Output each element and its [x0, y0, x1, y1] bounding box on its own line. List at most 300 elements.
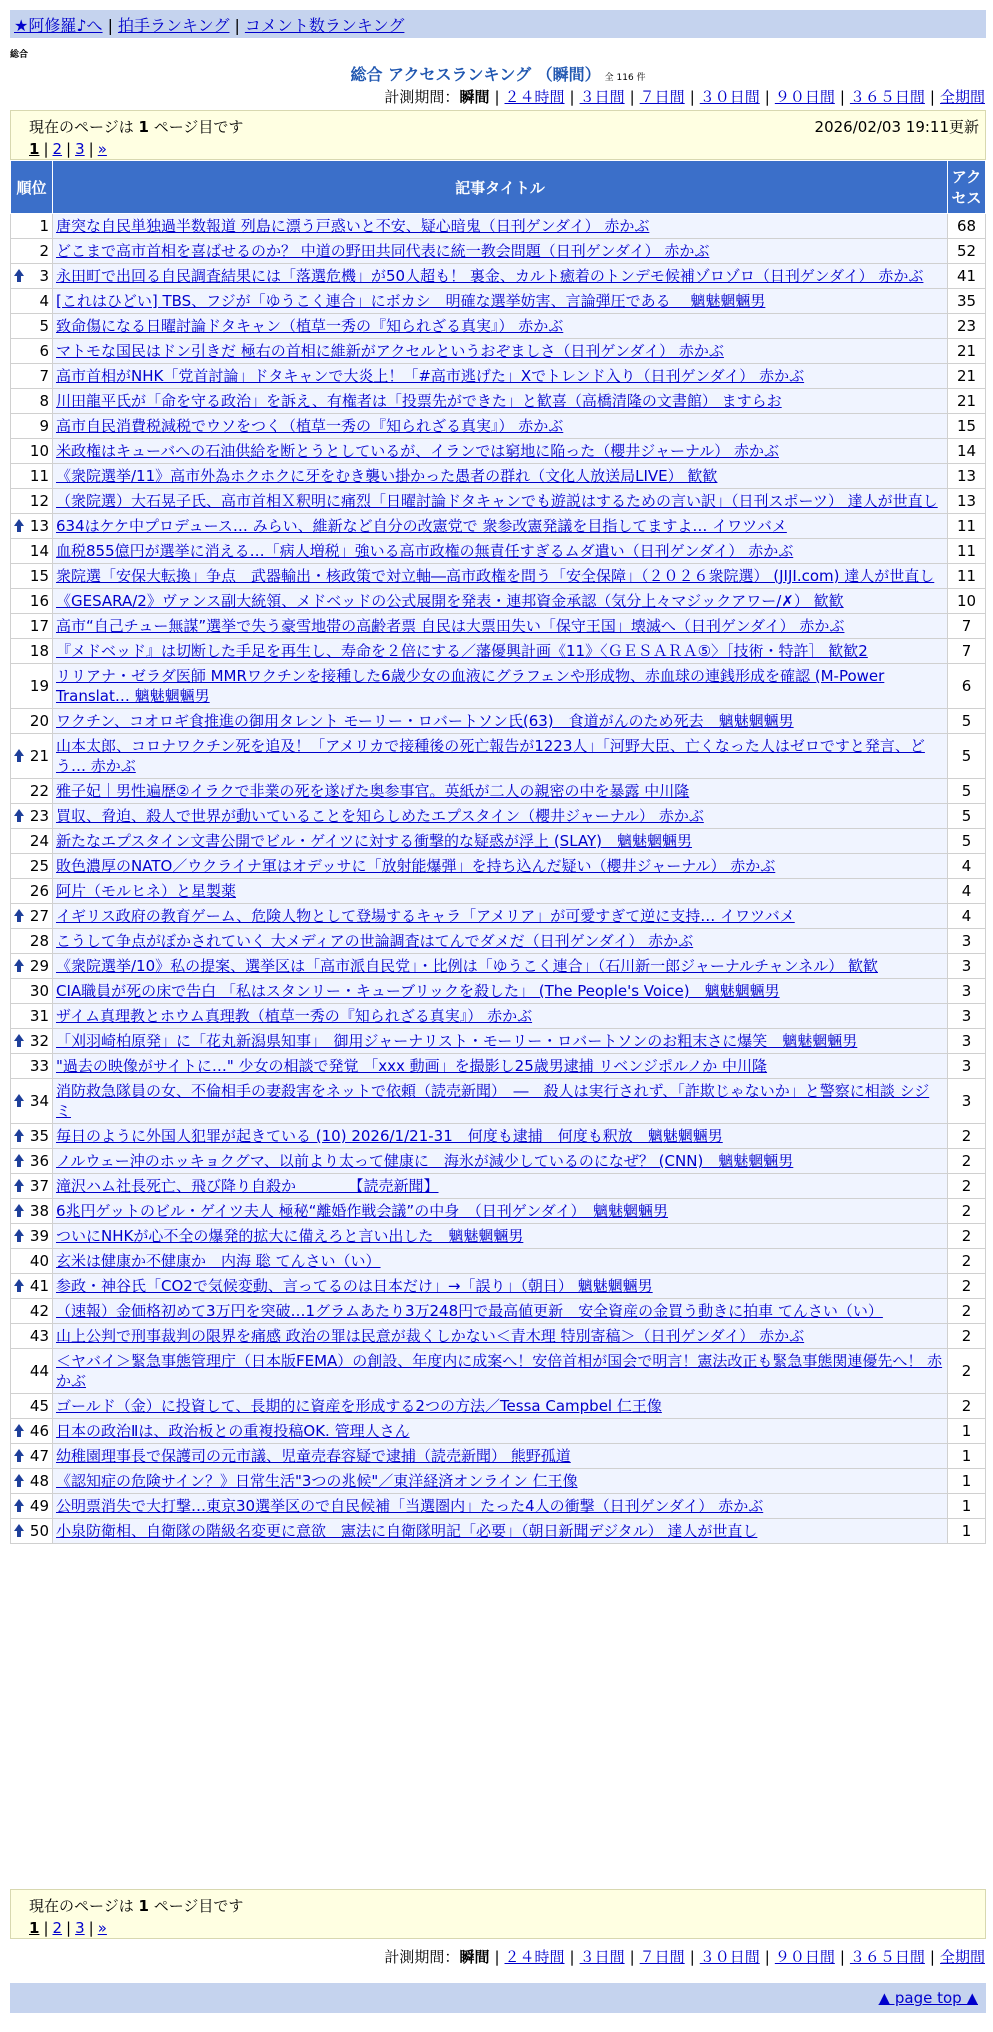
title-cell — [53, 1274, 948, 1299]
table-row — [11, 1394, 986, 1419]
period-link[interactable]: ２４時間 — [504, 1948, 565, 1966]
rank-cell — [11, 1394, 53, 1419]
period-link[interactable]: ３０日間 — [699, 1948, 760, 1966]
table-row — [11, 539, 986, 564]
up-arrow-icon — [14, 1034, 24, 1041]
rank-cell — [11, 314, 53, 339]
up-arrow-icon — [14, 1499, 24, 1506]
table-row — [11, 1174, 986, 1199]
period-link[interactable]: 全期間 — [939, 88, 985, 106]
rank-cell — [11, 854, 53, 879]
article-link[interactable]: イギリス政府の教育ゲーム、危険人物として登場するキャラ「アメリア」が可愛すぎて逆に支持… イワツバメ — [56, 907, 795, 925]
rank-cell — [11, 214, 53, 239]
title-cell — [53, 879, 948, 904]
title-cell — [53, 564, 948, 589]
current-page-text: 現在のページは 1 ページ目です — [29, 1897, 244, 1915]
pager-separator: | — [43, 140, 49, 158]
period-link[interactable]: ７日間 — [639, 88, 685, 106]
article-link[interactable]: 日本の政治Ⅱは、政治板との重複投稿OK. 管理人さん — [56, 1422, 410, 1440]
table-row — [11, 1299, 986, 1324]
rank-number: 48 — [29, 1472, 49, 1490]
pagination-top — [29, 140, 979, 158]
article-link[interactable]: CIA職員が死の床で告白 「私はスタンリー・キューブリックを殺した」 (The People's Voice) 魑魅魍魎男 — [56, 982, 780, 1000]
table-row — [11, 1149, 986, 1174]
article-link[interactable]: 衆院選「安保大転換」争点 武器輸出・核政策で対立軸―高市政権を問う「安全保障」（２０２６衆院選） (JIJI.com) 達人が世直し — [56, 567, 935, 585]
article-link[interactable]: 敗色濃厚のNATO／ウクライナ軍はオデッサに「放射能爆弾」を持ち込んだ疑い（櫻井ジャーナル） 赤かぶ — [56, 857, 776, 875]
article-link[interactable]: 致命傷になる日曜討論ドタキャン（植草一秀の『知られざる真実』） 赤かぶ — [56, 317, 564, 335]
article-link[interactable]: 玄米は健康か不健康か 内海 聡 てんさい（い） — [56, 1252, 381, 1270]
period-separator: | — [839, 88, 845, 106]
article-link[interactable]: 高市首相がNHK「党首討論」ドタキャンで大炎上！「#高市逃げた」Xでトレンド入り（日刊ゲンダイ） 赤かぶ — [56, 367, 805, 385]
period-separator: | — [929, 88, 935, 106]
access-cell: 52 — [948, 239, 986, 264]
total-count: 全 116 件 — [604, 73, 646, 83]
article-link[interactable]: どこまで高市首相を喜ばせるのか？ 中道の野田共同代表に統一教会問題（日刊ゲンダイ） 赤かぶ — [56, 242, 710, 260]
period-link[interactable]: ３０日間 — [699, 88, 760, 106]
table-row — [11, 1224, 986, 1249]
pager-separator: | — [88, 1919, 94, 1937]
access-cell: 2 — [948, 1249, 986, 1274]
nav-separator: | — [107, 16, 113, 35]
up-arrow-icon — [14, 1179, 24, 1186]
article-link[interactable]: 阿片（モルヒネ）と星製薬 — [56, 882, 237, 900]
table-row — [11, 1249, 986, 1274]
access-cell: 3 — [948, 1079, 986, 1124]
table-row — [11, 614, 986, 639]
title-cell — [53, 1519, 948, 1544]
title-cell — [53, 1054, 948, 1079]
period-link[interactable]: ２４時間 — [504, 88, 565, 106]
article-link[interactable]: （衆院選）大石晃子氏、高市首相Ｘ釈明に痛烈「日曜討論ドタキャンでも遊説はするための言い訳」（日刊スポーツ） 達人が世直し — [56, 492, 938, 510]
period-link[interactable]: ３６５日間 — [849, 1948, 925, 1966]
article-link[interactable]: 唐突な自民単独過半数報道 列島に漂う戸惑いと不安、疑心暗鬼（日刊ゲンダイ） 赤かぶ — [56, 217, 650, 235]
rank-cell — [11, 879, 53, 904]
table-row — [11, 1004, 986, 1029]
access-cell: 3 — [948, 1054, 986, 1079]
rank-number: 20 — [29, 712, 49, 730]
period-separator: | — [929, 1948, 935, 1966]
rank-cell — [11, 734, 53, 779]
article-link[interactable]: 《認知症の危険サイン？》日常生活"3つの兆候"／東洋経済オンライン 仁王像 — [56, 1472, 578, 1490]
article-link[interactable]: [これはひどい] TBS、フジが「ゆうこく連合」にボカシ 明確な選挙妨害、言論弾圧である 魑魅魍魎男 — [56, 292, 766, 310]
title-cell — [53, 614, 948, 639]
access-cell: 3 — [948, 979, 986, 1004]
article-link[interactable]: 6兆円ゲットのビル・ゲイツ夫人 極秘“離婚作戦会議”の中身 （日刊ゲンダイ） 魑魅魍魎男 — [56, 1202, 669, 1220]
article-link[interactable]: ゴールド（金）に投資して、長期的に資産を形成する2つの方法／Tessa Campbel 仁王像 — [56, 1397, 662, 1415]
period-link[interactable]: ３日間 — [579, 1948, 625, 1966]
rank-cell — [11, 1004, 53, 1029]
title-cell — [53, 1249, 948, 1274]
title-cell — [53, 779, 948, 804]
article-link[interactable]: 《GESARA/2》ヴァンス副大統領、メドベッドの公式展開を発表・連邦資金承認（気分上々マジックアワー/✗） 歓歓 — [56, 592, 844, 610]
period-separator: | — [689, 1948, 695, 1966]
pager-next-link[interactable]: » — [97, 1919, 107, 1937]
access-cell: 2 — [948, 1174, 986, 1199]
home-link[interactable]: ★阿修羅♪へ — [14, 16, 103, 35]
pager-page-link[interactable]: 2 — [52, 140, 63, 158]
rank-number: 23 — [29, 807, 49, 825]
rank-number: 16 — [29, 592, 49, 610]
article-link[interactable]: ワクチン、コオロギ食推進の御用タレント モーリー・ロバートソン氏(63) 食道がんのため死去 魑魅魍魎男 — [56, 712, 794, 730]
article-link[interactable]: 「刈羽崎柏原発」に「花丸新潟県知事」 御用ジャーナリスト・モーリー・ロバートソンのお粗末さに爆笑 魑魅魍魎男 — [56, 1032, 858, 1050]
period-separator: | — [629, 1948, 635, 1966]
rank-number: 19 — [29, 677, 49, 695]
article-link[interactable]: 新たなエプスタイン文書公開でビル・ゲイツに対する衝撃的な疑惑が浮上 (SLAY) 魑魅魍魎男 — [56, 832, 693, 850]
pagination-bottom — [29, 1919, 979, 1937]
access-cell: 6 — [948, 664, 986, 709]
table-row — [11, 264, 986, 289]
rank-number: 30 — [29, 982, 49, 1000]
rank-column-header: 順位 — [11, 161, 53, 214]
title-cell — [53, 1469, 948, 1494]
access-cell: 1 — [948, 1469, 986, 1494]
table-row — [11, 1444, 986, 1469]
article-link[interactable]: 川田龍平氏が「命を守る政治」を訴え、有権者は「投票先ができた」と歓喜（高橋清隆の文書館） ますらお — [56, 392, 782, 410]
rank-number: 13 — [29, 517, 49, 535]
title-cell — [53, 904, 948, 929]
article-link[interactable]: 高市自民消費税減税でウソをつく（植草一秀の『知られざる真実』） 赤かぶ — [56, 417, 564, 435]
rank-cell — [11, 439, 53, 464]
rank-cell — [11, 564, 53, 589]
up-arrow-icon — [14, 1449, 24, 1456]
rank-number: 38 — [29, 1202, 49, 1220]
rank-number: 39 — [29, 1227, 49, 1245]
title-cell — [53, 1199, 948, 1224]
rank-cell — [11, 614, 53, 639]
title-cell — [53, 589, 948, 614]
rank-number: 10 — [29, 442, 49, 460]
rank-cell — [11, 804, 53, 829]
rank-cell — [11, 1324, 53, 1349]
title-cell — [53, 664, 948, 709]
table-row — [11, 1029, 986, 1054]
table-row — [11, 1274, 986, 1299]
article-link[interactable]: ついにNHKが心不全の爆発的拡大に備えろと言い出した 魑魅魍魎男 — [56, 1227, 524, 1245]
article-link[interactable]: リリアナ・ゼラダ医師 MMRワクチンを接種した6歳少女の血液にグラフェンや形成物、赤血球の連銭形成を確認 (M-Power Translat… 魑魅魍魎男 — [56, 667, 885, 705]
access-cell: 5 — [948, 734, 986, 779]
table-row — [11, 1469, 986, 1494]
title-cell — [53, 1444, 948, 1469]
rank-number: 50 — [29, 1522, 49, 1540]
article-link[interactable]: 幼稚園理事長で保護司の元市議、児童売春容疑で逮捕（読売新聞） 熊野孤道 — [56, 1447, 571, 1465]
access-cell: 2 — [948, 1324, 986, 1349]
up-arrow-icon — [14, 1154, 24, 1161]
table-row — [11, 639, 986, 664]
table-row — [11, 904, 986, 929]
rank-cell — [11, 489, 53, 514]
rank-cell — [11, 829, 53, 854]
table-row — [11, 879, 986, 904]
up-arrow-icon — [14, 1524, 24, 1531]
rank-number: 49 — [29, 1497, 49, 1515]
article-link[interactable]: 《衆院選挙/10》私の提案、選挙区は「高市派自民党」・比例は「ゆうこく連合」（石川新一郎ジャーナルチャンネル） 歓歓 — [56, 957, 878, 975]
up-arrow-icon — [14, 909, 24, 916]
access-cell: 4 — [948, 879, 986, 904]
rank-number: 8 — [39, 392, 49, 410]
access-column-header: アクセス — [948, 161, 986, 214]
rank-cell — [11, 514, 53, 539]
access-cell: 2 — [948, 1224, 986, 1249]
article-link[interactable]: 毎日のように外国人犯罪が起きている (10) 2026/1/21-31 何度も逮捕 何度も釈放 魑魅魍魎男 — [56, 1127, 723, 1145]
title-cell — [53, 1124, 948, 1149]
current-page-text: 現在のページは 1 ページ目です — [29, 118, 244, 136]
access-cell: 2 — [948, 1124, 986, 1149]
period-selector-bottom — [384, 1946, 985, 1967]
title-column-header: 記事タイトル — [53, 161, 948, 214]
rank-number: 6 — [39, 342, 49, 360]
title-cell — [53, 514, 948, 539]
table-row — [11, 1494, 986, 1519]
title-cell — [53, 1394, 948, 1419]
up-arrow-icon — [14, 519, 24, 526]
article-link[interactable]: 参政・神谷氏「CO2で気候変動、言ってるのは日本だけ」→「誤り」（朝日） 魑魅魍魎男 — [56, 1277, 653, 1295]
article-link[interactable]: 小泉防衛相、自衛隊の階級名変更に意欲 憲法に自衛隊明記「必要」（朝日新聞デジタル） 達人が世直し — [56, 1522, 758, 1540]
rank-number: 46 — [29, 1422, 49, 1440]
title-cell — [53, 264, 948, 289]
rank-number: 2 — [39, 242, 49, 260]
table-row — [11, 779, 986, 804]
ranking-table — [10, 160, 986, 1544]
access-cell: 5 — [948, 804, 986, 829]
period-separator: | — [839, 1948, 845, 1966]
footer-bar — [10, 1983, 986, 2013]
access-cell: 13 — [948, 489, 986, 514]
title-cell — [53, 979, 948, 1004]
rank-cell — [11, 1349, 53, 1394]
rank-cell — [11, 1149, 53, 1174]
rank-number: 7 — [39, 367, 49, 385]
clap-ranking-link[interactable]: 拍手ランキング — [117, 16, 230, 35]
table-row — [11, 464, 986, 489]
access-cell: 4 — [948, 854, 986, 879]
rank-number: 15 — [29, 567, 49, 585]
title-cell — [53, 1149, 948, 1174]
period-separator: | — [629, 88, 635, 106]
period-label: 計測期間： — [384, 88, 460, 106]
period-separator: | — [764, 1948, 770, 1966]
title-cell — [53, 489, 948, 514]
rank-number: 22 — [29, 782, 49, 800]
title-cell — [53, 1419, 948, 1444]
article-link[interactable]: 消防救急隊員の女、不倫相手の妻殺害をネットで依頼（読売新聞） ― 殺人は実行されず、「詐欺じゃないか」と警察に相談 シジミ — [56, 1082, 930, 1120]
table-row — [11, 239, 986, 264]
table-row — [11, 414, 986, 439]
rank-number: 18 — [29, 642, 49, 660]
title-cell — [53, 239, 948, 264]
table-row — [11, 339, 986, 364]
access-cell: 13 — [948, 464, 986, 489]
article-link[interactable]: 山本太郎、コロナワクチン死を追及！「アメリカで接種後の死亡報告が1223人」「河野大臣、亡くなった人はゼロですと発言、どう… 赤かぶ — [56, 737, 925, 775]
table-row — [11, 1199, 986, 1224]
access-cell: 2 — [948, 1274, 986, 1299]
title-cell — [53, 1324, 948, 1349]
title-cell — [53, 1079, 948, 1124]
rank-number: 40 — [29, 1252, 49, 1270]
table-header-row — [11, 161, 986, 214]
rank-cell — [11, 904, 53, 929]
title-cell — [53, 1349, 948, 1394]
table-row — [11, 1324, 986, 1349]
rank-cell — [11, 414, 53, 439]
table-row — [11, 364, 986, 389]
comment-ranking-link[interactable]: コメント数ランキング — [244, 16, 405, 35]
rank-number: 25 — [29, 857, 49, 875]
period-link[interactable]: ３６５日間 — [849, 88, 925, 106]
article-link[interactable]: 《衆院選挙/11》高市外為ホクホクに牙をむき襲い掛かった愚者の群れ（文化人放送局LIVE） 歓歓 — [56, 467, 718, 485]
access-cell: 1 — [948, 1519, 986, 1544]
rank-number: 43 — [29, 1327, 49, 1345]
period-link[interactable]: ３日間 — [579, 88, 625, 106]
article-link[interactable]: 米政権はキューバへの石油供給を断とうとしているが、イランでは窮地に陥った（櫻井ジャーナル） 赤かぶ — [56, 442, 779, 460]
article-link[interactable]: 雅子妃｜男性遍歴②イラクで非業の死を遂げた奥参事官。英紙が二人の親密の中を暴露 中川隆 — [56, 782, 690, 800]
rank-cell — [11, 464, 53, 489]
article-link[interactable]: 634はケケ中プロデュース… みらい、維新など自分の改憲党で 衆参改憲発議を目指してますよ… イワツバメ — [56, 517, 787, 535]
rank-cell — [11, 589, 53, 614]
rank-number: 28 — [29, 932, 49, 950]
period-link[interactable]: 全期間 — [939, 1948, 985, 1966]
table-row — [11, 489, 986, 514]
access-cell: 1 — [948, 1494, 986, 1519]
access-cell: 21 — [948, 389, 986, 414]
access-cell: 3 — [948, 1029, 986, 1054]
rank-number: 36 — [29, 1152, 49, 1170]
table-row — [11, 804, 986, 829]
rank-number: 17 — [29, 617, 49, 635]
period-current: 瞬間 — [459, 1948, 490, 1966]
pager-page-link[interactable]: 2 — [52, 1919, 63, 1937]
period-link[interactable]: ９０日間 — [774, 1948, 835, 1966]
access-cell: 3 — [948, 929, 986, 954]
pager-next-link[interactable]: » — [97, 140, 107, 158]
access-cell: 1 — [948, 1419, 986, 1444]
rank-number: 35 — [29, 1127, 49, 1145]
period-separator: | — [494, 88, 500, 106]
access-cell: 11 — [948, 564, 986, 589]
title-cell — [53, 709, 948, 734]
article-link[interactable]: 公明票消失で大打撃…東京30選挙区ので自民候補「当選圏内」たった4人の衝撃（日刊ゲンダイ） 赤かぶ — [56, 1497, 764, 1515]
article-link[interactable]: 買収、脅迫、殺人で世界が動いていることを知らしめたエプスタイン（櫻井ジャーナル） 赤かぶ — [56, 807, 704, 825]
rank-number: 32 — [29, 1032, 49, 1050]
rank-cell — [11, 664, 53, 709]
rank-cell — [11, 1079, 53, 1124]
page-top-link[interactable]: ▲ page top ▲ — [878, 1989, 978, 2007]
pager-page-link[interactable]: 3 — [75, 140, 85, 158]
rank-cell — [11, 954, 53, 979]
title-cell — [53, 439, 948, 464]
article-link[interactable]: 血税855億円が選挙に消える…「病人増税」強いる高市政権の無責任すぎるムダ遣い（日刊ゲンダイ） 赤かぶ — [56, 542, 794, 560]
period-separator: | — [569, 1948, 575, 1966]
article-link[interactable]: 永田町で出回る自民調査結果には「落選危機」が50人超も！ 裏金、カルト癒着のトンデモ候補ゾロゾロ（日刊ゲンダイ） 赤かぶ — [56, 267, 924, 285]
rank-number: 42 — [29, 1302, 49, 1320]
up-arrow-icon — [14, 1129, 24, 1136]
title-cell — [53, 734, 948, 779]
access-cell: 2 — [948, 1349, 986, 1394]
up-arrow-icon — [14, 959, 24, 966]
article-link[interactable]: ザイム真理教とホウム真理教（植草一秀の『知られざる真実』） 赤かぶ — [56, 1007, 533, 1025]
access-cell: 68 — [948, 214, 986, 239]
article-link[interactable]: 『メドベッド』は切断した手足を再生し、寿命を２倍にする／藩優興計画《11》〈ＧＥＳＡＲＡ⑤〉［技術・特許］ 歓歓2 — [56, 642, 868, 660]
article-link[interactable]: 滝沢ハム社長死亡、飛び降り自殺か 【読売新聞】 — [56, 1177, 439, 1195]
rank-number: 26 — [29, 882, 49, 900]
access-cell: 11 — [948, 539, 986, 564]
access-cell: 10 — [948, 589, 986, 614]
pager-separator: | — [66, 1919, 72, 1937]
period-link[interactable]: ７日間 — [639, 1948, 685, 1966]
rank-number: 37 — [29, 1177, 49, 1195]
pager-separator: | — [88, 140, 94, 158]
rank-cell — [11, 709, 53, 734]
up-arrow-icon — [14, 269, 24, 276]
article-link[interactable]: マトモな国民はドン引きだ 極右の首相に維新がアクセルというおぞましさ（日刊ゲンダイ） 赤かぶ — [56, 342, 724, 360]
table-row — [11, 854, 986, 879]
access-cell: 21 — [948, 339, 986, 364]
table-row — [11, 954, 986, 979]
access-cell: 14 — [948, 439, 986, 464]
table-row — [11, 214, 986, 239]
rank-cell — [11, 1274, 53, 1299]
rank-cell — [11, 639, 53, 664]
article-link[interactable]: こうして争点がぼかされていく 大メディアの世論調査はてんでダメだ（日刊ゲンダイ） 赤かぶ — [56, 932, 694, 950]
article-link[interactable]: ノルウェー沖のホッキョクグマ、以前より太って健康に 海氷が減少しているのになぜ？ (CNN) 魑魅魍魎男 — [56, 1152, 794, 1170]
table-row — [11, 1419, 986, 1444]
title-cell — [53, 854, 948, 879]
rank-cell — [11, 1224, 53, 1249]
table-row — [11, 514, 986, 539]
title-cell — [53, 289, 948, 314]
title-cell — [53, 339, 948, 364]
access-cell: 41 — [948, 264, 986, 289]
rank-cell — [11, 1199, 53, 1224]
table-row — [11, 1124, 986, 1149]
article-link[interactable]: ＜ヤバイ＞緊急事態管理庁（日本版FEMA）の創設、年度内に成案へ！安倍首相が国会で明言！憲法改正も緊急事態関連優先へ！ 赤かぶ — [56, 1352, 943, 1390]
nav-separator: | — [234, 16, 240, 35]
rank-number: 33 — [29, 1057, 49, 1075]
rank-cell — [11, 389, 53, 414]
table-row — [11, 439, 986, 464]
pager-page-link[interactable]: 3 — [75, 1919, 85, 1937]
rank-number: 27 — [29, 907, 49, 925]
rank-number: 41 — [29, 1277, 49, 1295]
access-cell: 3 — [948, 954, 986, 979]
article-link[interactable]: 高市“自己チュー無謀”選挙で失う豪雪地帯の高齢者票 自民は大票田失い「保守王国」壊滅へ（日刊ゲンダイ） 赤かぶ — [56, 617, 845, 635]
period-current: 瞬間 — [459, 88, 490, 106]
rank-cell — [11, 779, 53, 804]
rank-cell — [11, 1419, 53, 1444]
article-link[interactable]: （速報）金価格初めて3万円を突破…1グラムあたり3万248円で最高値更新 安全資産の金買う動きに拍車 てんさい（い） — [56, 1302, 883, 1320]
rank-cell — [11, 1299, 53, 1324]
category-tag: 総合 — [10, 50, 29, 60]
access-cell: 15 — [948, 414, 986, 439]
period-link[interactable]: ９０日間 — [774, 88, 835, 106]
table-row — [11, 389, 986, 414]
rank-cell — [11, 1054, 53, 1079]
article-link[interactable]: 山上公判で刑事裁判の限界を痛感 政治の罪は民意が裁くしかない＜青木理 特別寄稿＞（日刊ゲンダイ） 赤かぶ — [56, 1327, 805, 1345]
rank-cell — [11, 339, 53, 364]
up-arrow-icon — [14, 1229, 24, 1236]
access-cell: 5 — [948, 779, 986, 804]
pager-current-page: 1 — [29, 140, 40, 158]
rank-number: 29 — [29, 957, 49, 975]
title-cell — [53, 1299, 948, 1324]
rank-number: 4 — [39, 292, 49, 310]
access-cell: 21 — [948, 364, 986, 389]
title-cell — [53, 639, 948, 664]
article-link[interactable]: "過去の映像がサイトに…" 少女の相談で発覚 「xxx 動画」を撮影し25歳男逮捕 リベンジポルノか 中川隆 — [56, 1057, 768, 1075]
title-cell — [53, 314, 948, 339]
table-row — [11, 1054, 986, 1079]
rank-number: 31 — [29, 1007, 49, 1025]
title-cell — [53, 214, 948, 239]
